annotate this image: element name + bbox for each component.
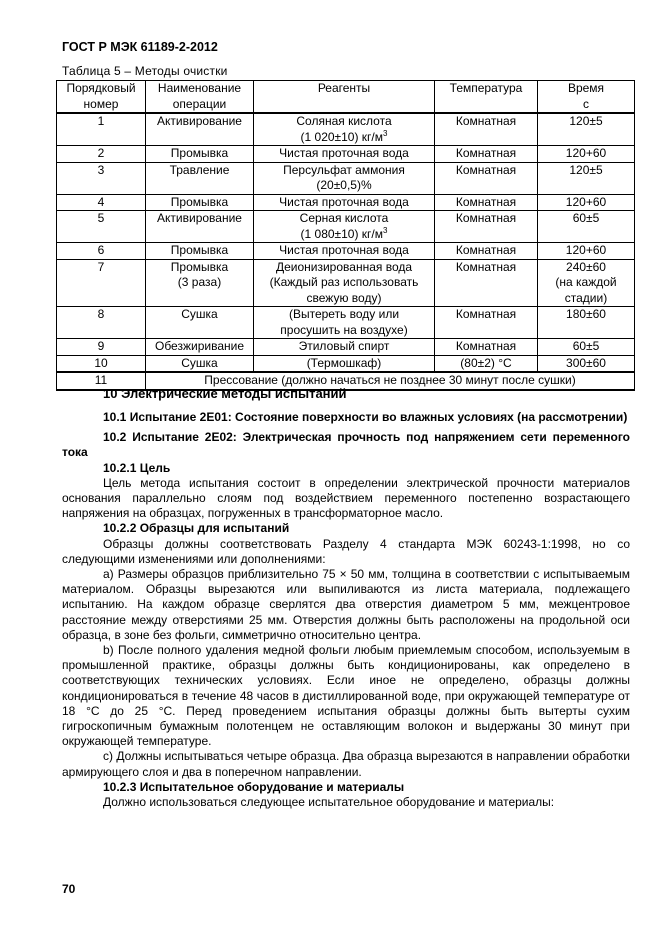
paragraph-equipment: Должно использоваться следующее испытательное оборудование и материалы: [103, 795, 555, 810]
cell-temperature [435, 259, 538, 307]
cell-number-line [59, 146, 143, 162]
cell-time-text: 120+60 [565, 243, 607, 257]
cell-operation [146, 162, 254, 194]
cell-number-text: 3 [97, 162, 105, 177]
cell-time-line [540, 291, 632, 307]
cell-operation-text: (3 раза) [177, 275, 222, 289]
table-header-row [57, 81, 635, 114]
cell-operation-text: Сушка [181, 355, 218, 370]
header-cell-time [538, 81, 635, 114]
cell-operation-line [148, 211, 251, 227]
cell-reagent-line [256, 339, 432, 355]
cell-temperature [435, 307, 538, 339]
cell-temperature-line [437, 260, 535, 276]
page-number: 70 [62, 882, 76, 896]
cell-number-line [59, 307, 143, 323]
cell-reagent [254, 113, 435, 146]
paragraph-item-c: с) Должны испытываться четыре образца. Два образца вырезаются в направлении обработки армирующего слоя и два в поперечном направлении. [62, 749, 630, 779]
cell-number [57, 307, 146, 339]
cell-reagent-text: (20±0,5)% [316, 178, 372, 192]
cell-time-text: 60±5 [572, 339, 600, 353]
cell-temperature-line [437, 114, 535, 130]
cell-number-line [59, 243, 143, 259]
cell-operation-text: Промывка [170, 243, 229, 257]
cell-temperature-line [437, 163, 535, 179]
cell-temperature-text: Комнатная [455, 259, 517, 274]
cell-operation-text: Промывка [170, 259, 229, 274]
cell-reagent-text: свежую воду) [306, 290, 382, 305]
cell-number-line [59, 260, 143, 276]
cell-reagent [254, 146, 435, 163]
cell-temperature [435, 211, 538, 243]
cell-operation-line [148, 275, 251, 291]
cell-operation-text: Активирование [157, 211, 242, 225]
cell-operation-text: Травление [169, 162, 230, 177]
cell-reagent [254, 243, 435, 260]
cell-number [57, 162, 146, 194]
cell-temperature [435, 194, 538, 211]
table-row [57, 194, 635, 211]
cell-number-line [59, 163, 143, 179]
cell-temperature-line [437, 243, 535, 259]
cell-temperature-line [437, 307, 535, 323]
cell-time-text: (на каждой [555, 275, 617, 289]
paragraph-item-b: b) После полного удаления медной фольги любым приемлемым способом, используемым в промышленной практике, образцы должны быть кондиционированы, как определено в соответствующих технических условиях. Если иное не определено, образцы должны кондиционироваться в течение 48 часов в дистиллированной воде, при окружающей температуре от 18 °С до 25 °С. Перед проведением испытания образцы должны быть вытерты сухим гигроскопичным бумажным полотенцем не оставляющим волокон и выдержаны 30 минут при окружающей температуре. [62, 643, 630, 749]
cell-number [57, 113, 146, 146]
cell-reagent-text: (Термошкаф) [306, 355, 382, 370]
cell-number-text: 1 [97, 114, 105, 128]
cell-number-text: 7 [97, 259, 105, 274]
cell-temperature-line [437, 339, 535, 355]
cell-operation [146, 307, 254, 339]
cell-reagent [254, 307, 435, 339]
cell-operation [146, 113, 254, 146]
cell-operation-text: Обезжиривание [154, 339, 244, 353]
cell-number-line [59, 339, 143, 355]
cell-reagent-line [256, 163, 432, 179]
cell-operation-line [148, 146, 251, 162]
cell-temperature-line [437, 211, 535, 227]
header-cell-temperature: Температура [435, 81, 538, 114]
cell-temperature-text: Комнатная [455, 211, 517, 225]
cell-temperature-text: Комнатная [455, 307, 517, 321]
cell-time-text: 120+60 [565, 194, 607, 209]
cell-time-line [540, 163, 632, 179]
cell-operation [146, 146, 254, 163]
paragraph-10-1: 10.1 Испытание 2Е01: Состояние поверхности во влажных условиях (на рассмотрении) [103, 410, 628, 424]
paragraph-goal: Цель метода испытания состоит в определении электрической прочности материалов основания параллельно слоям под воздействием переменного постепенно возрастающего напряжения на образцах, погруженных в трансформаторное масло. [62, 475, 630, 521]
cell-number-line [59, 356, 143, 372]
cell-reagent-text: (Каждый раз использовать [269, 275, 419, 289]
paragraph-item-a: а) Размеры образцов приблизительно 75 × 50 мм, толщина в соответствии с испытываемым материалом. Образцы вырезаются или выпиливаются из листа материала, подлежащего испытанию. На каждом образце сверлятся два отверстия диаметром 5 мм, межцентровое расстояние между отверстиями 25 мм. Отверстия должны быть расположены на продольной оси образца, в зоне без фольги, симметрично относительно центра. [62, 567, 630, 642]
cell-time-line [540, 114, 632, 130]
header-number-line2: номер [83, 96, 119, 111]
cell-temperature [435, 113, 538, 146]
cell-time-text: стадии) [564, 290, 608, 305]
cell-operation [146, 259, 254, 307]
cell-operation [146, 194, 254, 211]
cell-number-text: 5 [97, 211, 105, 225]
cell-temperature [435, 146, 538, 163]
table-row [57, 162, 635, 194]
table-row [57, 113, 635, 146]
cell-number: 11 [57, 372, 146, 390]
cell-operation [146, 211, 254, 243]
table-row [57, 146, 635, 163]
cell-reagent-line [256, 291, 432, 307]
cell-operation-text: Сушка [181, 307, 218, 321]
cell-reagent-line [256, 195, 432, 211]
cell-time [538, 194, 635, 211]
cell-number [57, 211, 146, 243]
header-time-line2: с [583, 96, 589, 111]
cell-time-text: 180±60 [566, 307, 606, 321]
cell-number [57, 355, 146, 372]
paragraph-10-2: 10.2 Испытание 2Е02: Электрическая прочность под напряжением сети переменного тока [62, 430, 630, 460]
cell-number-line [59, 114, 143, 130]
cell-temperature-text: Комнатная [455, 194, 517, 209]
cell-temperature-text: Комнатная [455, 243, 517, 257]
cell-reagent-line [256, 307, 432, 323]
cell-time [538, 113, 635, 146]
cell-temperature-text: Комнатная [455, 339, 517, 353]
cell-reagent-text: просушить на воздухе) [280, 322, 408, 337]
cell-time-line [540, 146, 632, 162]
header-operation-line2: операции [172, 96, 227, 111]
cell-reagent [254, 194, 435, 211]
cell-temperature-text: Комнатная [455, 114, 517, 128]
cell-reagent-text: Этиловый спирт [298, 339, 390, 353]
cell-time-line [540, 260, 632, 276]
heading-10-2-2: 10.2.2 Образцы для испытаний [103, 521, 290, 536]
cell-time-line [540, 243, 632, 259]
cell-operation-line [148, 163, 251, 179]
cell-number-line [59, 195, 143, 211]
cell-temperature [435, 339, 538, 356]
cell-time [538, 162, 635, 194]
cell-number [57, 194, 146, 211]
cell-operation-line [148, 195, 251, 211]
cell-temperature-text: Комнатная [455, 162, 517, 177]
cell-number-text: 10 [94, 355, 108, 370]
cell-time-line [540, 356, 632, 372]
cell-reagent [254, 339, 435, 356]
cell-operation [146, 355, 254, 372]
cell-operation-line [148, 356, 251, 372]
header-operation-line1: Наименование [157, 81, 242, 95]
cell-time-text: 240±60 [566, 259, 606, 274]
cell-number [57, 259, 146, 307]
cell-operation-text: Промывка [170, 146, 229, 160]
cell-time-line [540, 307, 632, 323]
cell-number-text: 2 [97, 146, 105, 160]
cell-operation-line [148, 260, 251, 276]
cell-time-line [540, 195, 632, 211]
cell-operation-line [148, 339, 251, 355]
cell-time-line [540, 339, 632, 355]
table-row [57, 339, 635, 356]
cell-reagent [254, 355, 435, 372]
cell-time [538, 355, 635, 372]
cell-time [538, 243, 635, 260]
cell-time [538, 146, 635, 163]
cell-time [538, 211, 635, 243]
table-body [57, 113, 635, 390]
cell-operation [146, 339, 254, 356]
cell-reagent-text: Серная кислота [299, 211, 389, 225]
cell-reagent-text: (Вытереть воду или [288, 307, 400, 321]
cell-reagent-text: (1 020±10) кг/м [300, 129, 384, 144]
cell-time-text: 60±5 [572, 211, 600, 225]
header-cell-reagents: Реагенты [254, 81, 435, 114]
cell-reagent-line [256, 260, 432, 276]
cell-reagent-line [256, 275, 432, 291]
cell-number-text: 4 [97, 194, 105, 209]
cell-number [57, 146, 146, 163]
cell-temperature-text: Комнатная [455, 146, 517, 160]
cell-time-text: 120±5 [569, 162, 603, 177]
table-row [57, 355, 635, 372]
cell-pressing-note: Прессование (должно начаться не позднее 30 минут после сушки) [146, 372, 635, 390]
cell-time [538, 259, 635, 307]
cell-reagent [254, 162, 435, 194]
cell-operation-line [148, 114, 251, 130]
cell-reagent-text: Чистая проточная вода [279, 243, 409, 257]
table-caption: Таблица 5 – Методы очистки [62, 64, 228, 78]
cell-reagent-line [256, 356, 432, 372]
cell-operation-text: Активирование [157, 114, 242, 128]
cell-reagent-line [256, 323, 432, 339]
cell-reagent-text: Чистая проточная вода [279, 194, 409, 209]
unit-superscript: 3 [383, 225, 388, 235]
cell-temperature-line [437, 356, 535, 372]
cell-number-text: 9 [97, 339, 105, 353]
table-row [57, 307, 635, 339]
cell-temperature [435, 243, 538, 260]
paragraph-samples: Образцы должны соответствовать Разделу 4 стандарта МЭК 60243-1:1998, но со следующими изменениями или дополнениями: [62, 536, 630, 566]
table-row [57, 211, 635, 243]
unit-superscript: 3 [383, 128, 388, 138]
cell-reagent-line [256, 178, 432, 194]
cell-reagent [254, 259, 435, 307]
heading-10-2-3: 10.2.3 Испытательное оборудование и материалы [103, 779, 405, 794]
cell-temperature-line [437, 195, 535, 211]
cell-reagent [254, 211, 435, 243]
table-row [57, 243, 635, 260]
cell-reagent-text: (1 080±10) кг/м [300, 226, 384, 241]
header-cell-number [57, 81, 146, 114]
cell-reagent-text: Персульфат аммония [283, 162, 405, 177]
cell-time-line [540, 275, 632, 291]
cell-time-text: 120+60 [565, 146, 607, 160]
cell-temperature [435, 162, 538, 194]
cell-time [538, 339, 635, 356]
document-header: ГОСТ Р МЭК 61189-2-2012 [62, 40, 218, 54]
cell-number-text: 6 [97, 243, 105, 257]
header-time-line1: Время [567, 81, 605, 95]
cell-operation [146, 243, 254, 260]
main-text [62, 386, 630, 810]
cell-reagent-line [256, 243, 432, 259]
cell-number [57, 339, 146, 356]
section-title: 10 Электрические методы испытаний [103, 386, 347, 401]
cell-reagent-text: Чистая проточная вода [279, 146, 409, 160]
cell-temperature [435, 355, 538, 372]
table-row [57, 259, 635, 307]
cell-number-line [59, 211, 143, 227]
cell-number [57, 243, 146, 260]
cleaning-methods-table [56, 80, 635, 391]
cell-reagent-line [256, 227, 432, 243]
cell-time-text: 120±5 [569, 114, 603, 128]
cell-reagent-line [256, 130, 432, 146]
cell-reagent-line [256, 146, 432, 162]
cell-operation-text: Промывка [170, 194, 229, 209]
heading-10-2-1: 10.2.1 Цель [103, 460, 171, 475]
cell-reagent-text: Соляная кислота [296, 114, 392, 128]
header-cell-operation [146, 81, 254, 114]
cell-operation-line [148, 307, 251, 323]
cell-temperature-text: (80±2) °С [460, 355, 512, 370]
cell-number-text: 8 [97, 307, 105, 321]
cell-reagent-line [256, 211, 432, 227]
cell-time-text: 300±60 [566, 355, 606, 370]
cell-reagent-line [256, 114, 432, 130]
cell-operation-line [148, 243, 251, 259]
cell-time-line [540, 211, 632, 227]
cell-reagent-text: Деионизированная вода [275, 259, 413, 274]
cell-time [538, 307, 635, 339]
cell-temperature-line [437, 146, 535, 162]
header-number-line1: Порядковый [66, 81, 136, 95]
